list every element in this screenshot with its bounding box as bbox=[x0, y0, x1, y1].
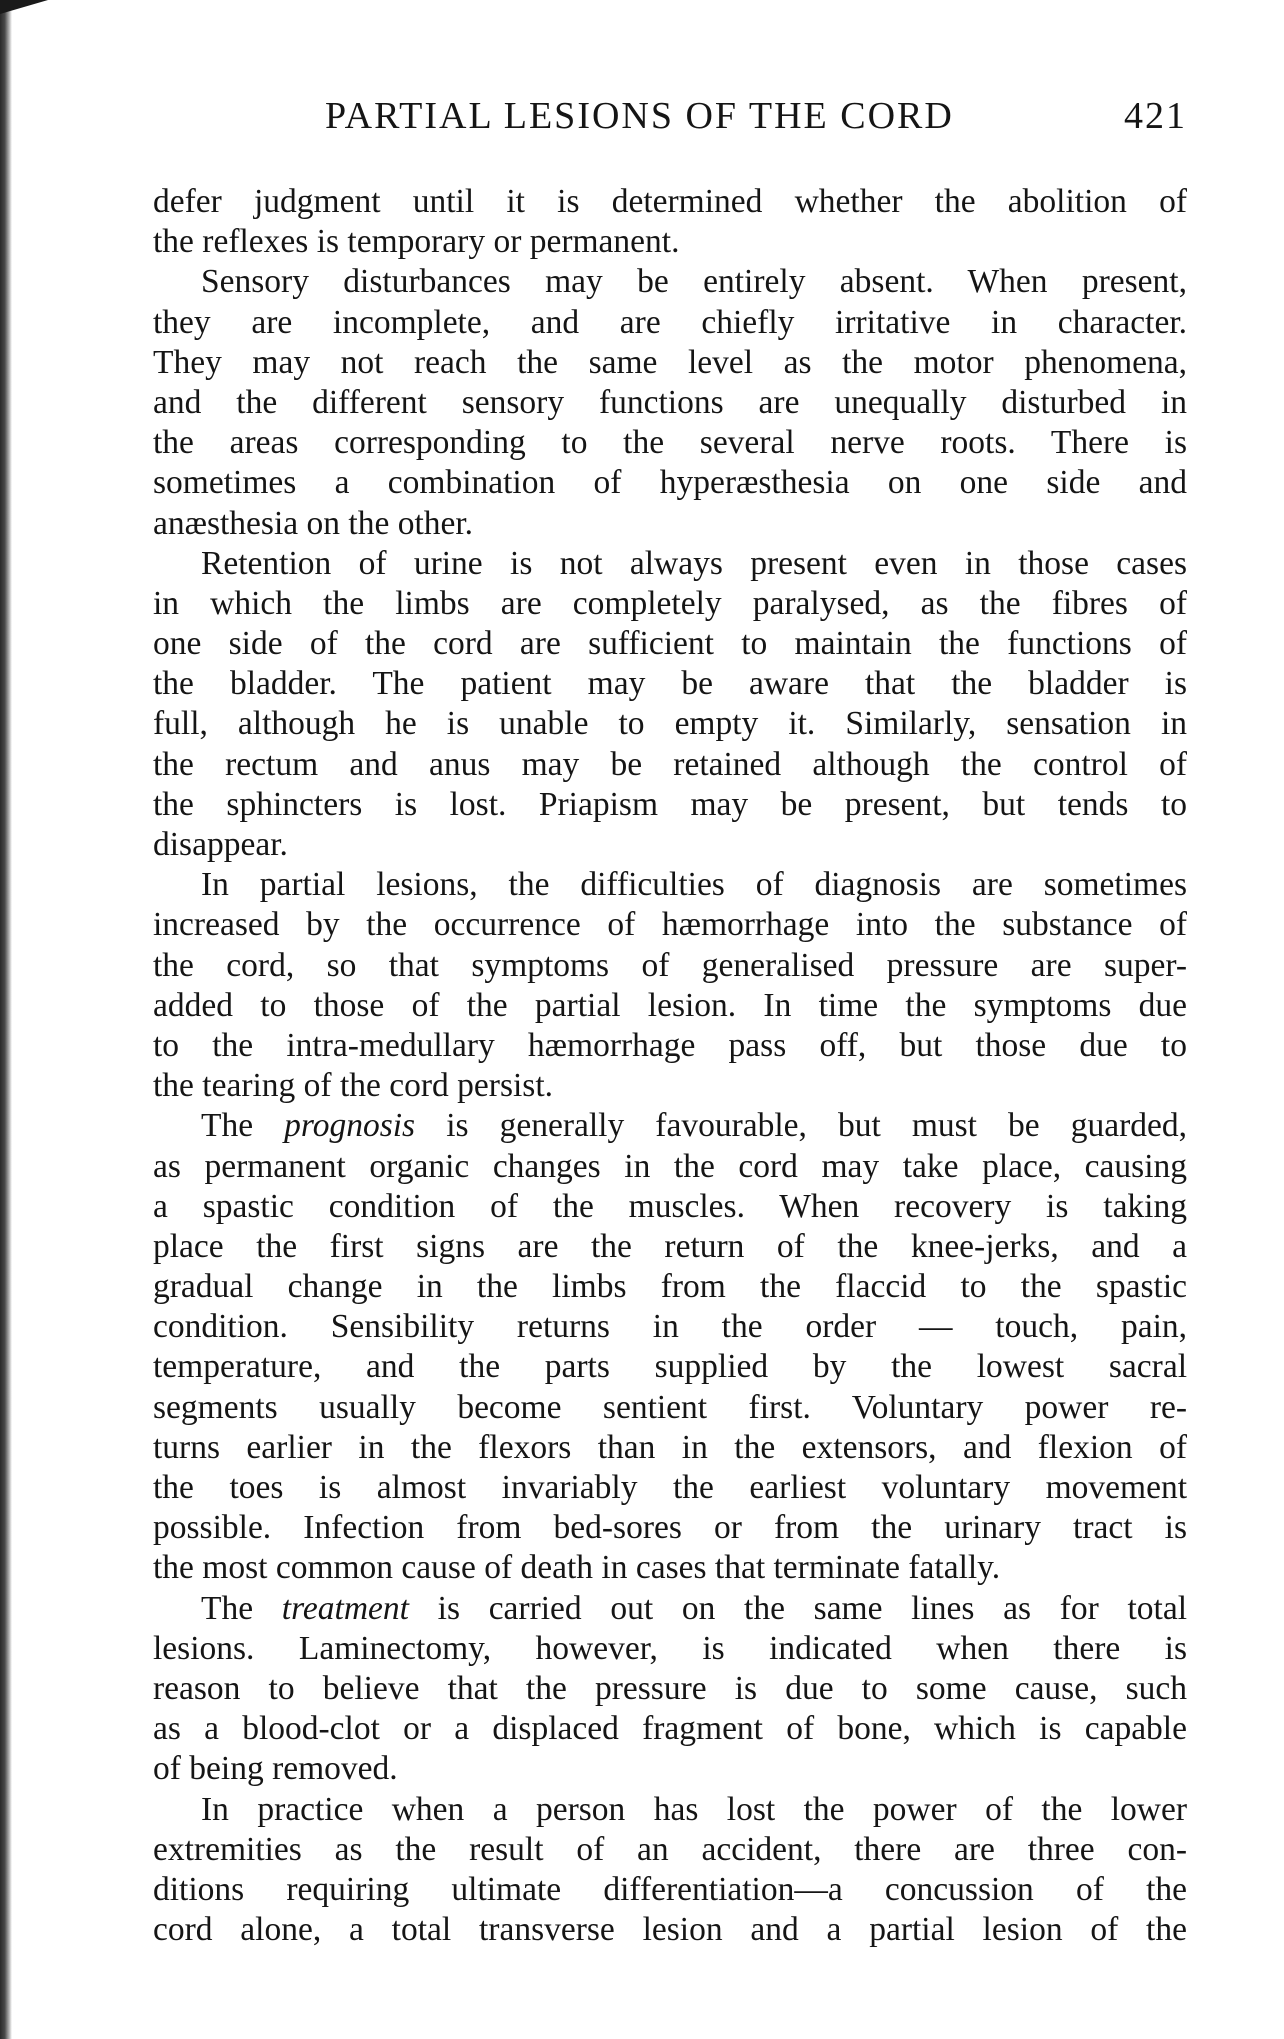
text-line: the tearing of the cord persist. bbox=[153, 1067, 554, 1105]
text-line: ditions requiring ultimate differentiation—a concussion of the bbox=[153, 1870, 1187, 1908]
text-line: reason to believe that the pressure is due to some cause, such bbox=[153, 1669, 1187, 1707]
text-line: In partial lesions, the difficulties of diagnosis are sometimes bbox=[201, 866, 1187, 904]
text-line: the sphincters is lost. Priapism may be present, but tends to bbox=[153, 785, 1187, 823]
text-line: the toes is almost invariably the earliest voluntary movement bbox=[153, 1469, 1187, 1506]
text-line: extremities as the result of an accident, there are three con- bbox=[153, 1830, 1187, 1868]
text-line: disappear. bbox=[153, 826, 288, 863]
text-line: and the different sensory functions are unequally disturbed in bbox=[153, 383, 1187, 421]
text-fragment: The bbox=[201, 1589, 254, 1627]
text-line: possible. Infection from bed-sores or from the urinary tract is bbox=[153, 1509, 1187, 1547]
text-fragment: is generally favourable, but must be guarded, bbox=[446, 1107, 1187, 1145]
text-line: increased by the occurrence of hæmorrhage into the substance of bbox=[153, 906, 1187, 944]
body-text bbox=[153, 182, 1187, 1950]
page-header bbox=[153, 92, 1187, 140]
text-line: the areas corresponding to the several nerve roots. There is bbox=[153, 424, 1187, 462]
text-line: gradual change in the limbs from the flaccid to the spastic bbox=[153, 1268, 1187, 1306]
text-line: lesions. Laminectomy, however, is indicated when there is bbox=[153, 1629, 1187, 1667]
text-fragment: is carried out on the same lines as for total bbox=[437, 1589, 1187, 1627]
text-line: Sensory disturbances may be entirely absent. When present, bbox=[201, 263, 1187, 301]
text-line: one side of the cord are sufficient to maintain the functions of bbox=[153, 625, 1187, 663]
text-line: defer judgment until it is determined whether the abolition of bbox=[153, 183, 1187, 220]
text-line: as permanent organic changes in the cord may take place, causing bbox=[153, 1147, 1187, 1185]
text-line: turns earlier in the flexors than in the extensors, and flexion of bbox=[153, 1428, 1187, 1466]
text-line: cord alone, a total transverse lesion and a partial lesion of the bbox=[153, 1911, 1187, 1949]
text-line: the cord, so that symptoms of generalised pressure are super- bbox=[153, 946, 1187, 984]
text-line: place the first signs are the return of the knee-jerks, and a bbox=[153, 1227, 1187, 1265]
text-line: sometimes a combination of hyperæsthesia on one side and bbox=[153, 464, 1187, 502]
text-line: Retention of urine is not always present even in those cases bbox=[201, 544, 1187, 582]
text-line: the most common cause of death in cases that terminate fatally. bbox=[153, 1549, 1001, 1587]
text-line: anæsthesia on the other. bbox=[153, 504, 474, 542]
text-line: of being removed. bbox=[153, 1750, 398, 1788]
running-head: PARTIAL LESIONS OF THE CORD bbox=[325, 95, 954, 137]
text-line: as a blood-clot or a displaced fragment of bone, which is capable bbox=[153, 1710, 1187, 1748]
text-line: the reflexes is temporary or permanent. bbox=[153, 223, 680, 261]
page-number: 421 bbox=[1124, 95, 1187, 137]
text-line: in which the limbs are completely paralysed, as the fibres of bbox=[153, 584, 1187, 622]
text-line: full, although he is unable to empty it. Similarly, sensation in bbox=[153, 705, 1187, 743]
text-line: the bladder. The patient may be aware that the bladder is bbox=[153, 665, 1187, 703]
text-fragment: The bbox=[201, 1107, 254, 1145]
prognosis-term: prognosis bbox=[284, 1107, 416, 1145]
text-line: temperature, and the parts supplied by the lowest sacral bbox=[153, 1348, 1187, 1386]
text-line-prognosis bbox=[153, 1106, 1187, 1146]
text-line-treatment bbox=[153, 1589, 1187, 1629]
treatment-term: treatment bbox=[281, 1589, 409, 1627]
text-line: condition. Sensibility returns in the order — touch, pain, bbox=[153, 1308, 1187, 1346]
text-line: They may not reach the same level as the motor phenomena, bbox=[153, 343, 1187, 381]
text-line: the rectum and anus may be retained although the control of bbox=[153, 745, 1187, 783]
text-line: added to those of the partial lesion. In time the symptoms due bbox=[153, 986, 1187, 1024]
text-line: a spastic condition of the muscles. When recovery is taking bbox=[153, 1187, 1187, 1225]
text-line: to the intra-medullary hæmorrhage pass off, but those due to bbox=[153, 1026, 1187, 1064]
text-line: In practice when a person has lost the power of the lower bbox=[201, 1790, 1187, 1828]
text-line: segments usually become sentient first. Voluntary power re- bbox=[153, 1388, 1187, 1426]
corner-scan-mark bbox=[0, 0, 48, 14]
text-line: they are incomplete, and are chiefly irritative in character. bbox=[153, 303, 1187, 341]
page-binding-edge bbox=[0, 0, 12, 2039]
